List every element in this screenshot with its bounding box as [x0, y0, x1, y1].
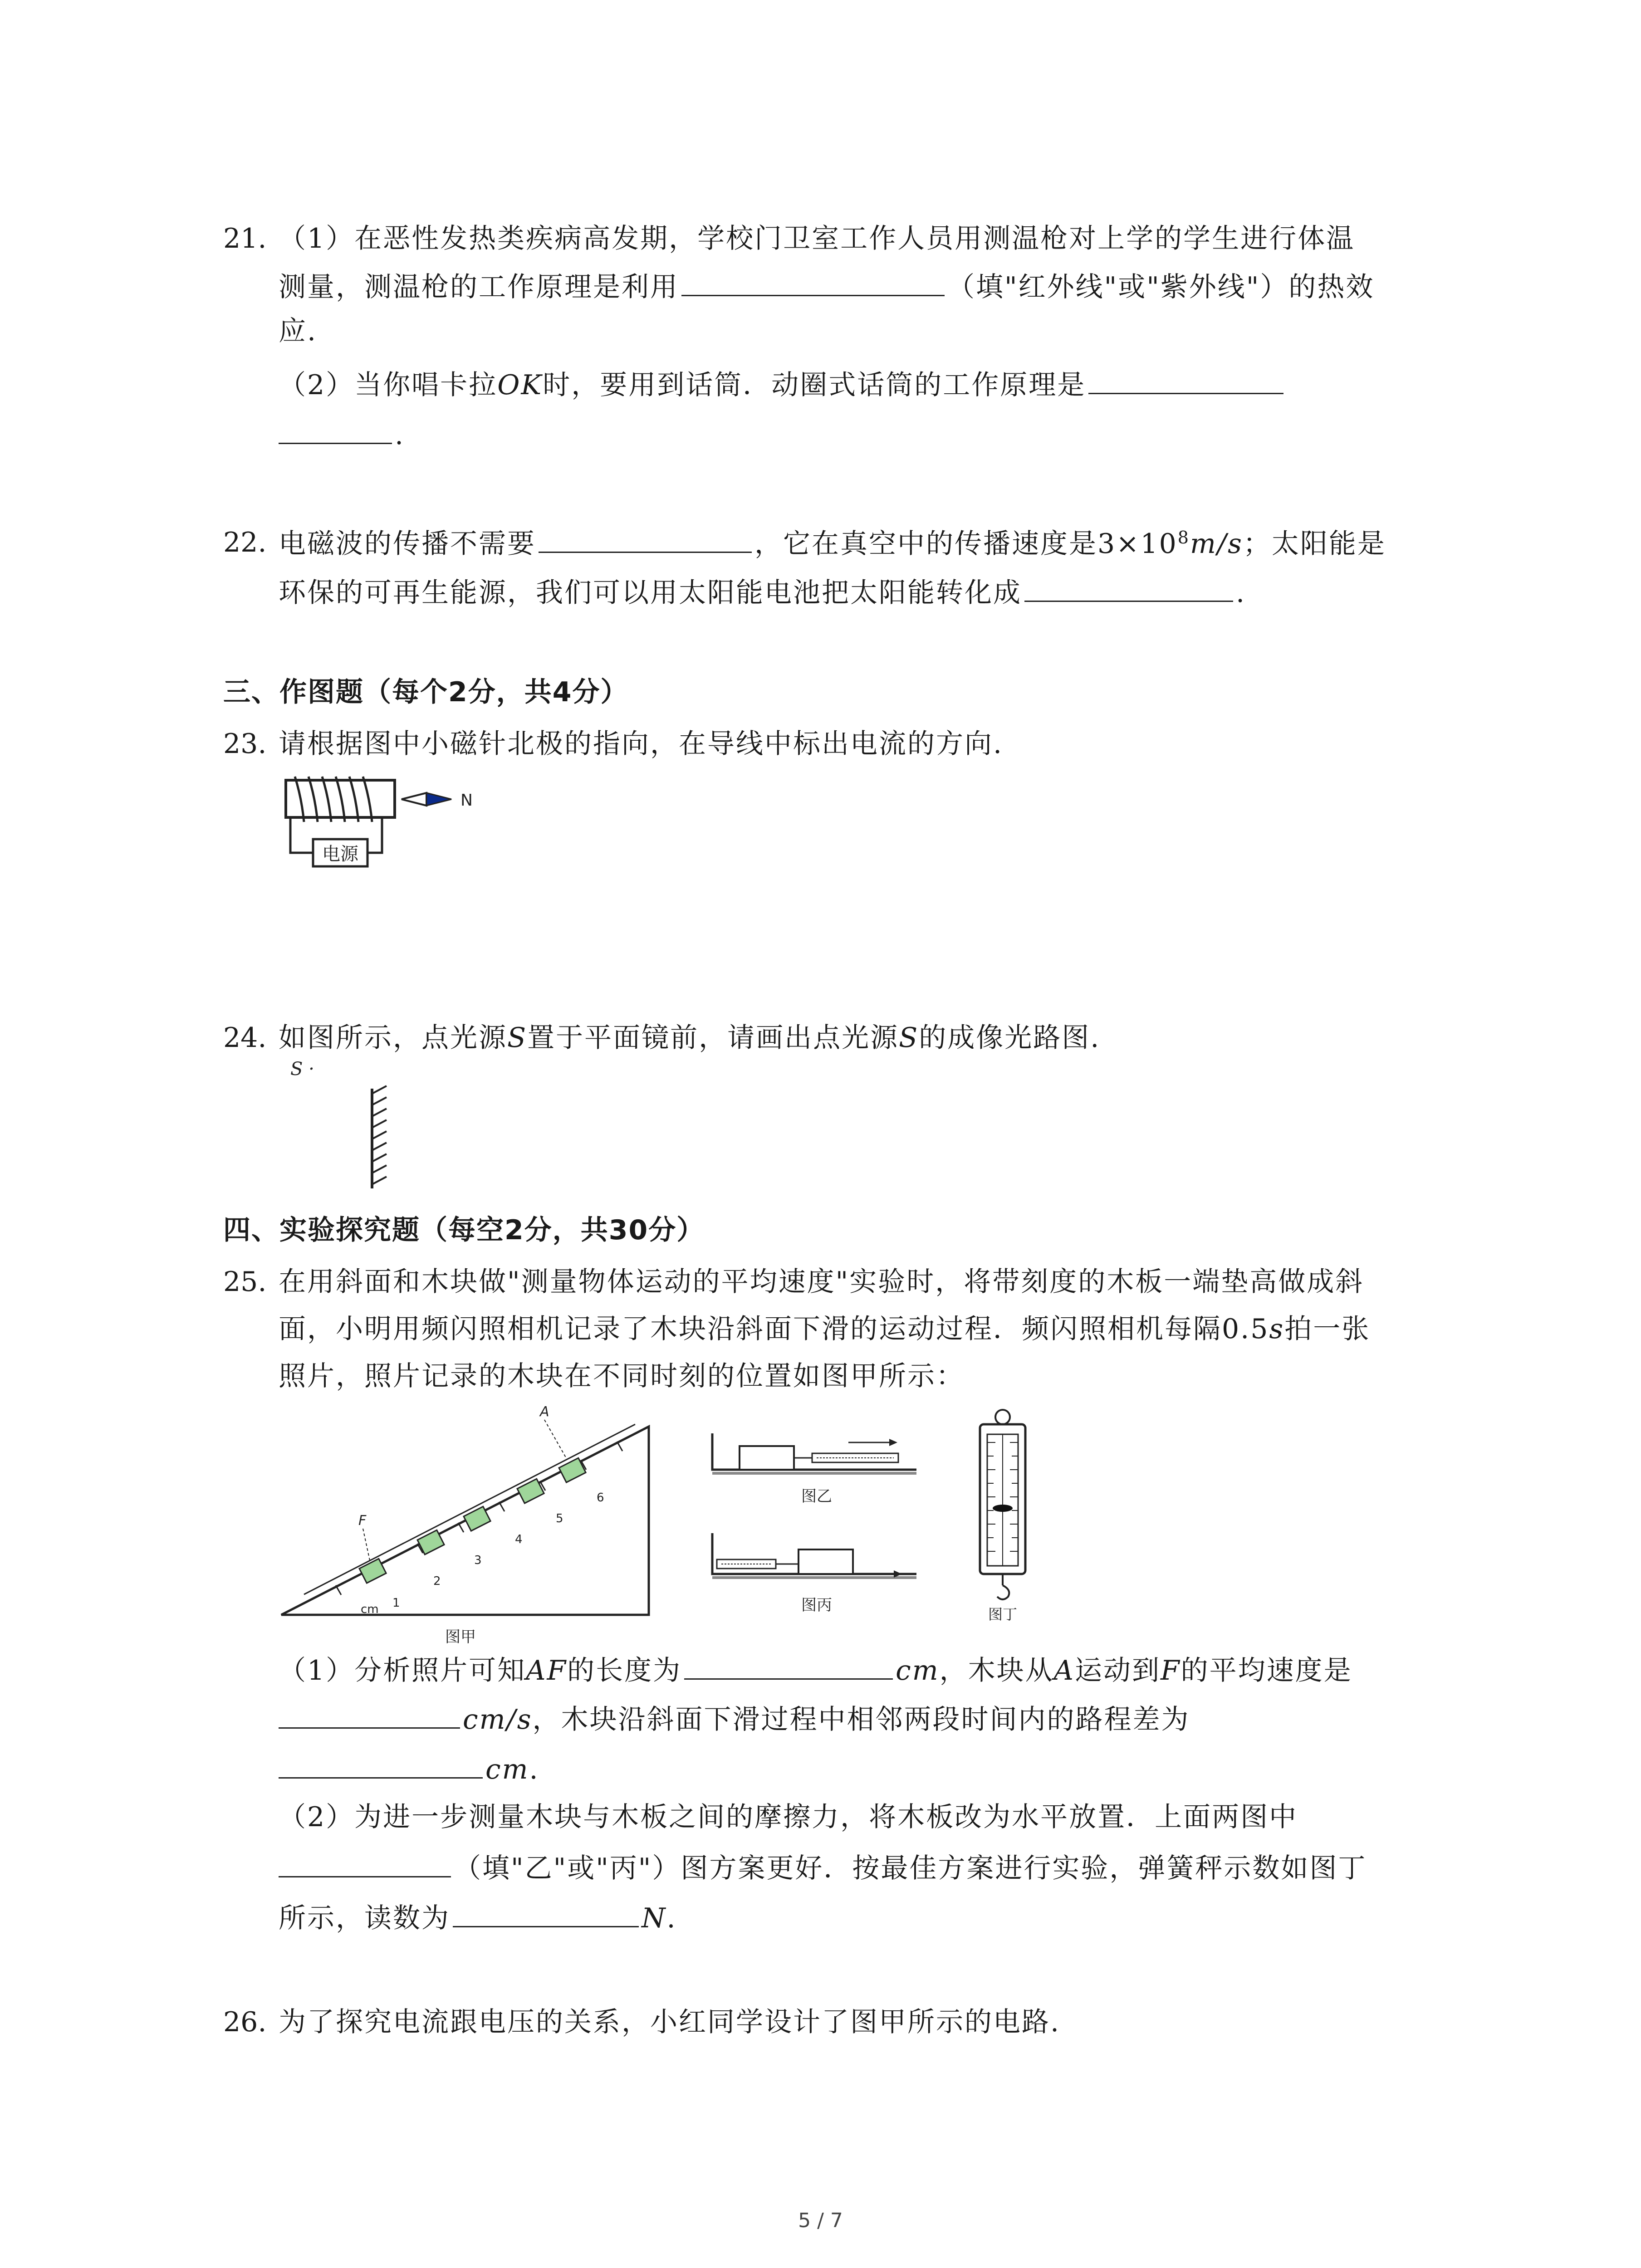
power-source-label: 电源: [322, 844, 358, 865]
point-source-label: S ·: [290, 1059, 314, 1080]
question-number-22: 22.: [223, 527, 267, 558]
q21-part1-line2: 测量，测温枪的工作原理是利用 （填"红外线"或"紫外线"）的热效: [279, 268, 1374, 305]
q25-sub1-line2: cm/s，木块沿斜面下滑过程中相邻两段时间内的路程差为: [279, 1700, 1190, 1738]
figure-caption-yi: 图乙: [801, 1487, 832, 1505]
unit-cm-label: cm: [361, 1603, 379, 1616]
figure-caption-jia: 图甲: [445, 1628, 476, 1646]
tick-label-1: 1: [392, 1596, 400, 1610]
tick-label-6: 6: [597, 1491, 604, 1505]
q25-sub2-line3: 所示，读数为 N.: [279, 1899, 677, 1936]
figure-caption-ding: 图丁: [988, 1606, 1018, 1623]
page-number: 5 / 7: [798, 2209, 843, 2232]
q25-sub2-line1: （2）为进一步测量木块与木板之间的摩擦力，将木板改为水平放置．上面两图中: [279, 1801, 1298, 1833]
q25-sub2-line2: （填"乙"或"丙"）图方案更好．按最佳方案进行实验，弹簧秤示数如图丁: [279, 1849, 1367, 1887]
q22-line2: 环保的可再生能源，我们可以用太阳能电池把太阳能转化成 .: [279, 573, 1246, 611]
q25-line2: 面，小明用频闪照相机记录了木块沿斜面下滑的运动过程．频闪照相机每隔0.5s拍一张: [279, 1313, 1371, 1345]
answer-blank[interactable]: [684, 1651, 893, 1680]
q25-sub1-line3: cm.: [279, 1750, 539, 1788]
tick-label-4: 4: [515, 1533, 523, 1546]
answer-blank[interactable]: [539, 524, 752, 553]
answer-blank[interactable]: [1088, 366, 1283, 394]
label-A: A: [540, 1404, 549, 1420]
q21-part1-line3: 应.: [279, 315, 318, 347]
q22-line1: 电磁波的传播不需要 ，它在真空中的传播速度是$3\times 10^8m/s$；太阳能是: [279, 524, 1386, 562]
answer-blank[interactable]: [279, 1849, 451, 1877]
answer-blank[interactable]: [279, 1750, 483, 1779]
q26-text: 为了探究电流跟电压的关系，小红同学设计了图甲所示的电路.: [279, 2006, 1061, 2038]
answer-blank[interactable]: [1024, 573, 1233, 602]
q25-line1: 在用斜面和木块做"测量物体运动的平均速度"实验时，将带刻度的木板一端垫高做成斜: [279, 1266, 1364, 1298]
section-heading-4: 四、实验探究题（每空2分，共30分）: [223, 1214, 705, 1246]
question-number-25: 25.: [223, 1266, 267, 1298]
q25-figure-yi: [703, 1424, 921, 1515]
tick-label-5: 5: [556, 1512, 563, 1525]
q25-figure-bing: [703, 1524, 921, 1624]
q25-line3: 照片，照片记录的木块在不同时刻的位置如图甲所示：: [279, 1360, 965, 1392]
q21-part2-line2: .: [279, 415, 405, 453]
question-number-24: 24.: [223, 1022, 267, 1054]
answer-blank[interactable]: [681, 268, 945, 296]
q25-sub1-line1: （1）分析照片可知AF的长度为 cm，木块从A运动到F的平均速度是: [279, 1651, 1352, 1689]
q23-solenoid-figure: [277, 771, 513, 880]
tick-label-2: 2: [433, 1574, 441, 1588]
q24-mirror-figure: [281, 1057, 399, 1193]
answer-blank[interactable]: [453, 1899, 639, 1927]
answer-blank[interactable]: [279, 1700, 460, 1729]
question-number-21: 21.: [223, 223, 267, 254]
north-pole-label: N: [460, 791, 473, 810]
q23-text: 请根据图中小磁针北极的指向，在导线中标出电流的方向.: [279, 728, 1004, 760]
q21-part1-line1: （1）在恶性发热类疾病高发期，学校门卫室工作人员用测温枪对上学的学生进行体温: [279, 223, 1355, 254]
q24-text: 如图所示，点光源S置于平面镜前，请画出点光源S的成像光路图.: [279, 1022, 1101, 1054]
answer-blank[interactable]: [279, 415, 392, 444]
q21-part2-line1: （2）当你唱卡拉OK时，要用到话筒．动圈式话筒的工作原理是: [279, 366, 1286, 403]
q25-figure-ding-spring-scale: [957, 1406, 1048, 1624]
figure-caption-bing: 图丙: [801, 1596, 832, 1614]
section-heading-3: 三、作图题（每个2分，共4分）: [223, 676, 629, 708]
label-F: F: [358, 1513, 367, 1529]
q25-figure-jia-incline: [277, 1402, 658, 1656]
tick-label-3: 3: [474, 1554, 482, 1567]
question-number-26: 26.: [223, 2006, 267, 2038]
question-number-23: 23.: [223, 728, 267, 760]
